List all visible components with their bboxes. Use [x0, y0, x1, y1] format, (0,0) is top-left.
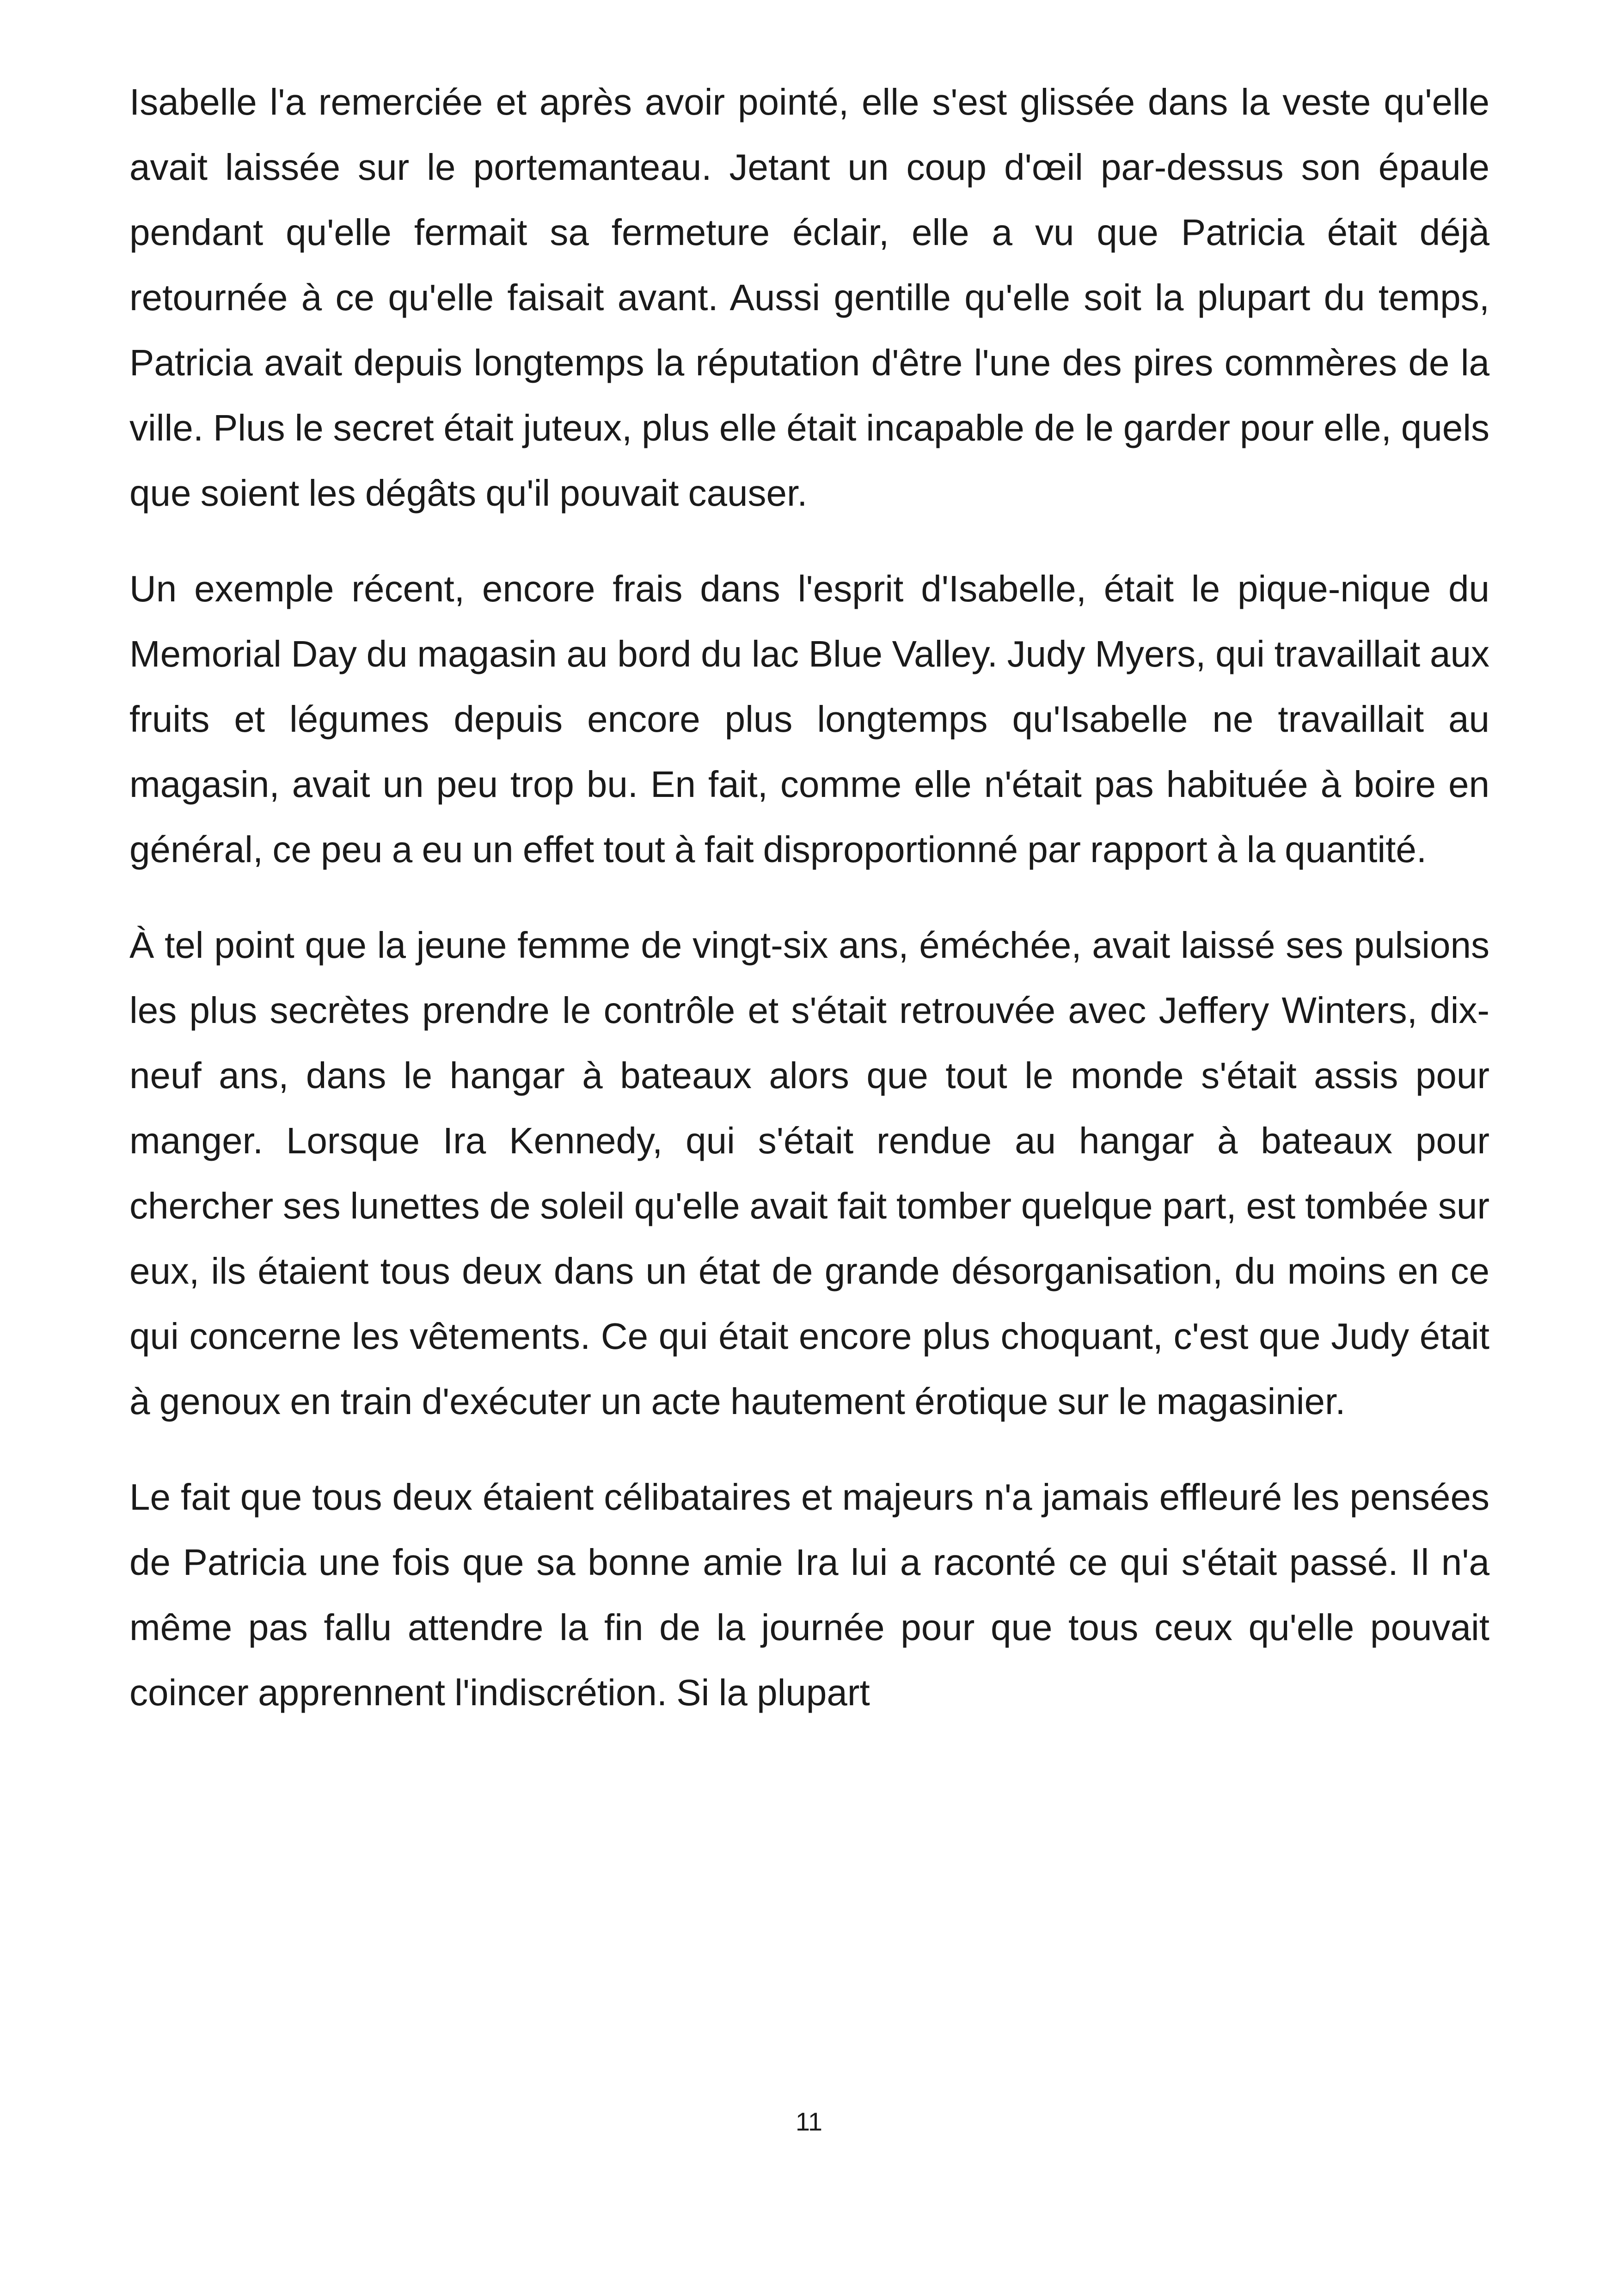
paragraph-4: Le fait que tous deux étaient célibataires et majeurs n'a jamais effleuré les pensées de Patricia une fois que sa bonne amie Ira lui a raconté ce qui s'était passé. Il n'a même pas fallu attendre la fin de la journée pour que tous ceux qu'elle pouvait coincer apprennent l'indiscrétion. Si la plupart: [129, 1476, 1489, 1713]
body-text: [129, 69, 1489, 1756]
paragraph-3: À tel point que la jeune femme de vingt-six ans, éméchée, avait laissé ses pulsions les plus secrètes prendre le contrôle et s'était retrouvée avec Jeffery Winters, dix-neuf ans, dans le hangar à bateaux alors que tout le monde s'était assis pour manger. Lorsque Ira Kennedy, qui s'était rendue au hangar à bateaux pour chercher ses lunettes de soleil qu'elle avait fait tomber quelque part, est tombée sur eux, ils étaient tous deux dans un état de grande désorganisation, du moins en ce qui concerne les vêtements. Ce qui était encore plus choquant, c'est que Judy était à genoux en train d'exécuter un acte hautement érotique sur le magasinier.: [129, 925, 1489, 1422]
page-number: 11: [795, 2107, 823, 2136]
paragraph-2: Un exemple récent, encore frais dans l'esprit d'Isabelle, était le pique-nique du Memorial Day du magasin au bord du lac Blue Valley. Judy Myers, qui travaillait aux fruits et légumes depuis encore plus longtemps qu'Isabelle ne travaillait au magasin, avait un peu trop bu. En fait, comme elle n'était pas habituée à boire en général, ce peu a eu un effet tout à fait disproportionné par rapport à la quantité.: [129, 568, 1489, 870]
paragraph-1: Isabelle l'a remerciée et après avoir pointé, elle s'est glissée dans la veste qu'elle avait laissée sur le portemanteau. Jetant un coup d'œil par-dessus son épaule pendant qu'elle fermait sa fermeture éclair, elle a vu que Patricia était déjà retournée à ce qu'elle faisait avant. Aussi gentille qu'elle soit la plupart du temps, Patricia avait depuis longtemps la réputation d'être l'une des pires commères de la ville. Plus le secret était juteux, plus elle était incapable de le garder pour elle, quels que soient les dégâts qu'il pouvait causer.: [129, 81, 1489, 514]
